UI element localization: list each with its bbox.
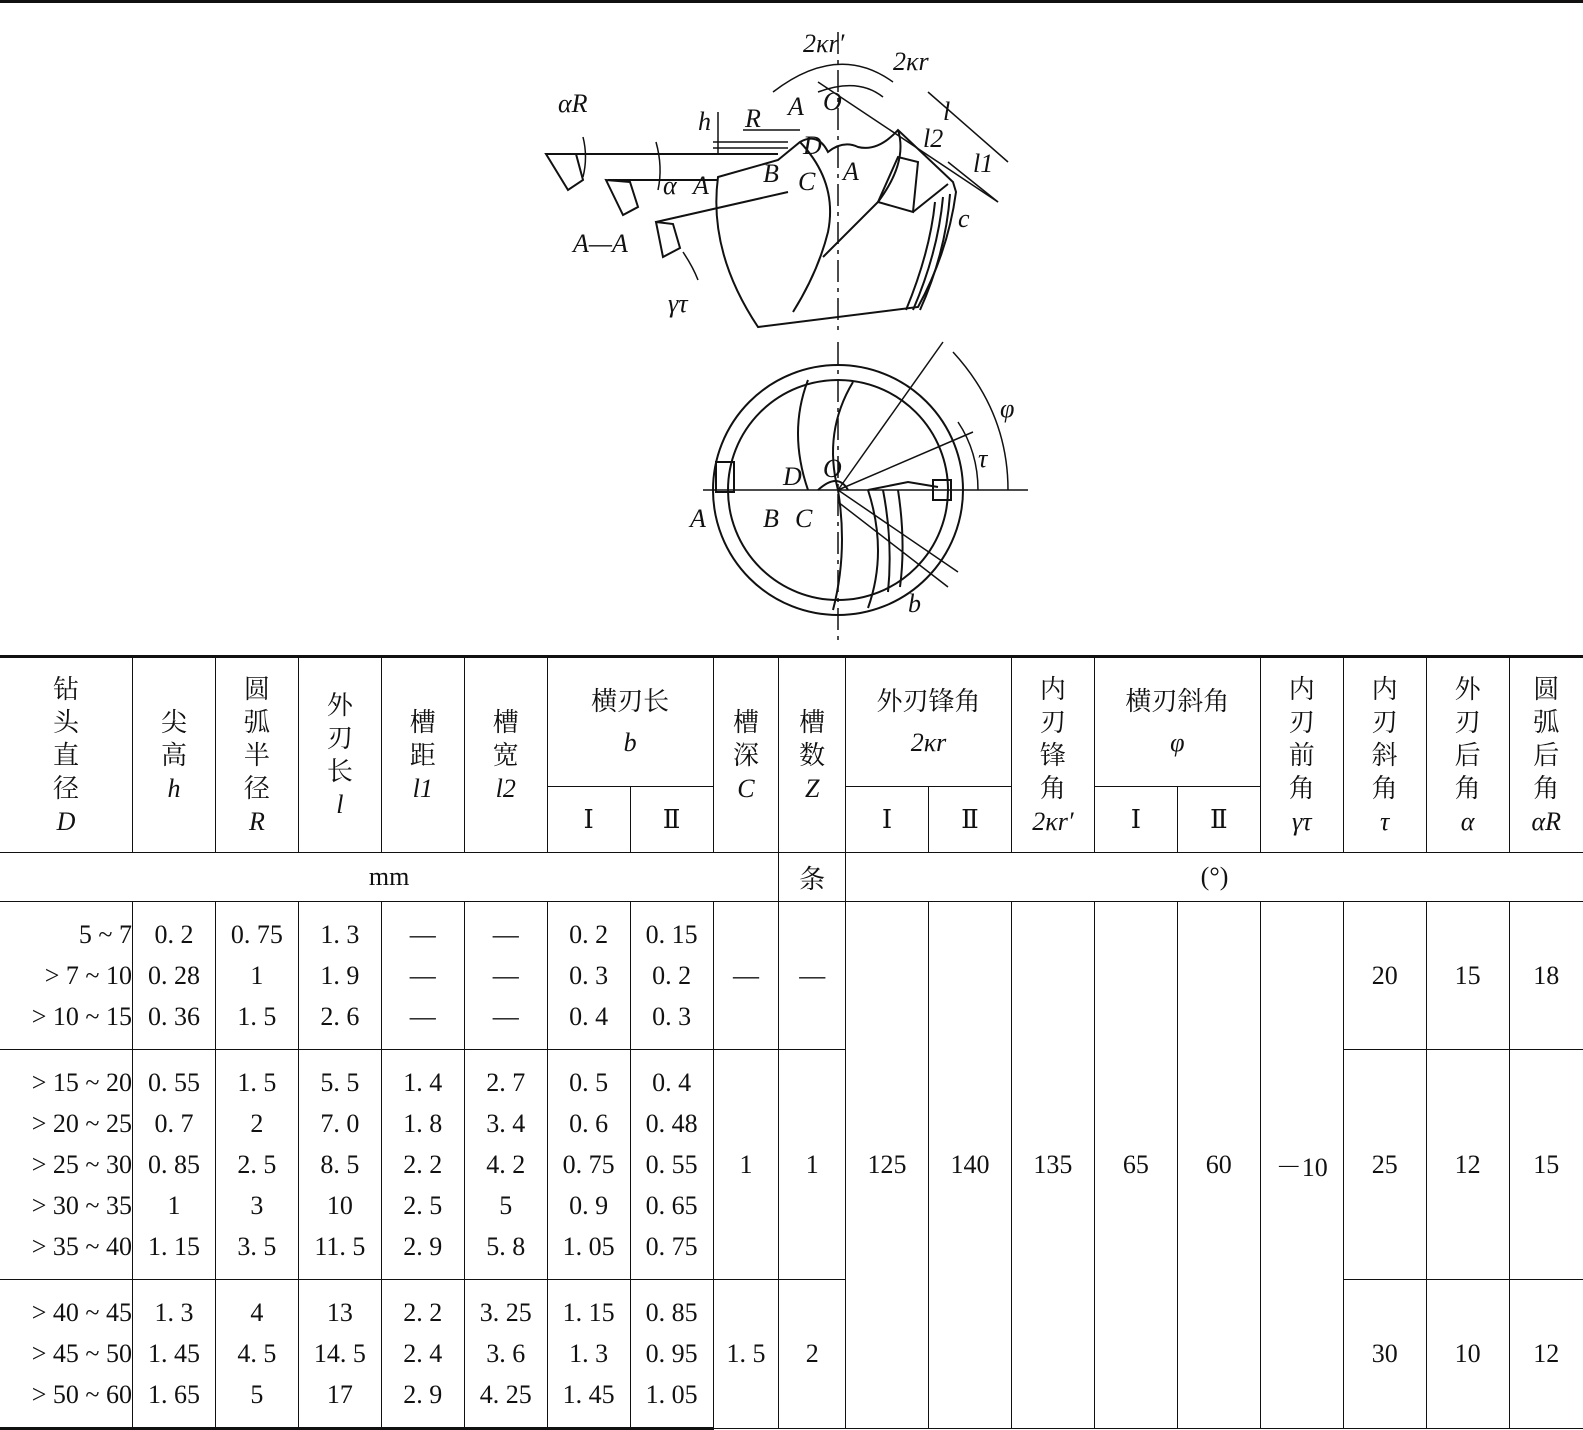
label-phi: φ <box>1000 394 1015 423</box>
header-char: 刃 <box>1039 707 1066 737</box>
label-O-bottom: O <box>823 454 842 483</box>
table-cell: 1. 4 <box>381 1050 464 1104</box>
table-cell: 0. 48 <box>630 1103 713 1144</box>
header-char: 数 <box>799 740 826 770</box>
table-cell: 3. 5 <box>215 1226 298 1280</box>
header-char: 刃 <box>1288 707 1315 737</box>
table-cell: 1. 3 <box>547 1333 630 1374</box>
table-cell: 1. 05 <box>547 1226 630 1280</box>
drill-spec-table <box>0 655 1583 1430</box>
table-cell: 5 ~ 7 <box>0 902 133 956</box>
header-char: 头 <box>52 707 79 737</box>
label-gamma-tau: γτ <box>668 289 688 318</box>
header-char: 直 <box>52 740 79 770</box>
header-alpha <box>1426 657 1509 853</box>
header-char: 后 <box>1533 740 1560 770</box>
header-C <box>713 657 779 853</box>
group-alphar-cell: 12 <box>1509 1280 1583 1429</box>
group-alpha-cell: 15 <box>1426 902 1509 1050</box>
table-cell: 0. 3 <box>547 955 630 996</box>
group-tau-cell: 25 <box>1343 1050 1426 1280</box>
table-cell: 3. 25 <box>464 1280 547 1334</box>
label-h: h <box>698 107 711 136</box>
table-cell: 2. 7 <box>464 1050 547 1104</box>
header-char: 槽 <box>492 707 519 737</box>
group-z-cell: 1 <box>779 1050 846 1280</box>
table-cell: 2. 5 <box>215 1144 298 1185</box>
header-char: 槽 <box>799 707 826 737</box>
label-section-AA: A—A <box>573 229 628 258</box>
group-tau-cell: 30 <box>1343 1280 1426 1429</box>
table-cell: 11. 5 <box>298 1226 381 1280</box>
label-C-top: C <box>798 167 816 196</box>
table-cell: 2. 2 <box>381 1280 464 1334</box>
header-char: 圆 <box>1533 674 1560 704</box>
table-cell: 1 <box>133 1185 216 1226</box>
shared-gamma-cell: －10 <box>1260 902 1343 1429</box>
header-char: 槽 <box>732 707 759 737</box>
header-char: 距 <box>409 740 436 770</box>
table-cell: 2 <box>215 1103 298 1144</box>
header-char: 弧 <box>1533 707 1560 737</box>
table-cell: 1. 5 <box>215 996 298 1050</box>
table-cell: 2. 6 <box>298 996 381 1050</box>
header-char: 刃 <box>1371 707 1398 737</box>
table-cell: 1. 15 <box>547 1280 630 1334</box>
side-view-outline <box>716 130 956 327</box>
header-char: 圆 <box>243 674 270 704</box>
header-b: 横刃长 b <box>547 657 713 787</box>
table-cell: 5. 5 <box>298 1050 381 1104</box>
header-char: 宽 <box>492 740 519 770</box>
table-cell: 0. 85 <box>630 1280 713 1334</box>
table-cell: 5. 8 <box>464 1226 547 1280</box>
group-c-cell: — <box>713 902 779 1050</box>
label-A-mid: A <box>843 157 859 186</box>
table-cell: 4. 2 <box>464 1144 547 1185</box>
label-c: c <box>958 204 970 233</box>
table-cell: 4. 5 <box>215 1333 298 1374</box>
label-2kr: 2κr <box>893 47 929 76</box>
top-rule <box>0 0 1583 3</box>
header-char: Z <box>804 773 820 803</box>
label-l: l <box>943 97 951 126</box>
table-cell: 1. 65 <box>133 1374 216 1429</box>
header-krp <box>1011 657 1094 853</box>
header-phi-II: Ⅱ <box>1177 787 1260 853</box>
header-char: 径 <box>52 773 79 803</box>
table-cell: 0. 15 <box>630 902 713 956</box>
header-char: 角 <box>1533 773 1560 803</box>
shared-kr-i-cell: 125 <box>846 902 929 1429</box>
label-l1: l1 <box>973 149 994 178</box>
table-cell: 0. 2 <box>133 902 216 956</box>
drill-point-figure <box>538 12 1038 642</box>
label-A-bottom: A <box>690 504 706 533</box>
table-cell: 10 <box>298 1185 381 1226</box>
table-cell: 3. 6 <box>464 1333 547 1374</box>
table-cell: 0. 55 <box>630 1144 713 1185</box>
table-cell: 4. 25 <box>464 1374 547 1429</box>
header-char: 径 <box>243 773 270 803</box>
header-char: 后 <box>1454 740 1481 770</box>
table-cell: 0. 2 <box>547 902 630 956</box>
header-char: 刃 <box>1454 707 1481 737</box>
table-cell: 0. 65 <box>630 1185 713 1226</box>
header-char: 斜 <box>1371 740 1398 770</box>
header-b-II: Ⅱ <box>630 787 713 853</box>
table-cell: 0. 4 <box>547 996 630 1050</box>
header-char: 前 <box>1288 740 1315 770</box>
unit-degrees: (°) <box>846 853 1583 902</box>
table-cell: 1. 05 <box>630 1374 713 1429</box>
header-kr-II: Ⅱ <box>929 787 1012 853</box>
header-char: 锋 <box>1039 740 1066 770</box>
table-cell: 0. 3 <box>630 996 713 1050</box>
table-cell: 2. 9 <box>381 1374 464 1429</box>
table-cell: — <box>381 996 464 1050</box>
header-l <box>298 657 381 853</box>
label-l2: l2 <box>923 124 944 153</box>
table-cell: 2. 5 <box>381 1185 464 1226</box>
label-D-top: D <box>803 131 822 160</box>
header-char: α <box>1460 806 1475 836</box>
table-cell: 5 <box>464 1185 547 1226</box>
table-cell: > 35 ~ 40 <box>0 1226 133 1280</box>
group-alphar-cell: 15 <box>1509 1050 1583 1280</box>
table-cell: 17 <box>298 1374 381 1429</box>
table-cell: 0. 5 <box>547 1050 630 1104</box>
header-char: 内 <box>1371 674 1398 704</box>
shared-kr-ii-cell: 140 <box>929 902 1012 1429</box>
table-row <box>0 1280 1583 1334</box>
header-char: l1 <box>412 773 433 803</box>
header-char: 内 <box>1039 674 1066 704</box>
header-char: 角 <box>1288 773 1315 803</box>
table-cell: 4 <box>215 1280 298 1334</box>
table-cell: > 10 ~ 15 <box>0 996 133 1050</box>
header-char: 长 <box>326 757 353 786</box>
header-char: 半 <box>243 740 270 770</box>
group-z-cell: — <box>779 902 846 1050</box>
label-alpha: α <box>663 171 677 200</box>
table-cell: > 50 ~ 60 <box>0 1374 133 1429</box>
header-char: γτ <box>1291 806 1312 836</box>
header-phi: 横刃斜角 φ <box>1094 657 1260 787</box>
label-A-top: A <box>788 92 804 121</box>
group-alpha-cell: 10 <box>1426 1280 1509 1429</box>
header-char: 尖 <box>160 707 187 737</box>
header-gamma <box>1260 657 1343 853</box>
header-char: 钻 <box>52 674 79 704</box>
table-body <box>0 902 1583 1429</box>
table-cell: 0. 9 <box>547 1185 630 1226</box>
shared-phi-i-cell: 65 <box>1094 902 1177 1429</box>
label-D-bottom: D <box>783 462 802 491</box>
header-Z <box>779 657 846 853</box>
header-diameter <box>0 657 133 853</box>
header-l2 <box>464 657 547 853</box>
header-char: h <box>167 773 181 803</box>
table-cell: 2. 4 <box>381 1333 464 1374</box>
header-char: 外 <box>1454 674 1481 704</box>
header-h <box>133 657 216 853</box>
drill-drawing <box>538 12 1038 642</box>
header-b-I: Ⅰ <box>547 787 630 853</box>
header-char: D <box>56 806 76 836</box>
table-cell: 3 <box>215 1185 298 1226</box>
table-cell: > 25 ~ 30 <box>0 1144 133 1185</box>
table-row <box>0 902 1583 956</box>
table-cell: 0. 7 <box>133 1103 216 1144</box>
header-char: 内 <box>1288 674 1315 704</box>
table-cell: 0. 2 <box>630 955 713 996</box>
header-kr: 外刃锋角 2κr <box>846 657 1012 787</box>
table-cell: 0. 4 <box>630 1050 713 1104</box>
label-B-top: B <box>763 159 779 188</box>
header-char: C <box>737 773 755 803</box>
header-R <box>215 657 298 853</box>
table-cell: 7. 0 <box>298 1103 381 1144</box>
header-char: 2κr′ <box>1032 806 1074 836</box>
table-cell: 1. 8 <box>381 1103 464 1144</box>
group-alpha-cell: 12 <box>1426 1050 1509 1280</box>
table-cell: 13 <box>298 1280 381 1334</box>
table-cell: 1. 5 <box>215 1050 298 1104</box>
table-cell: > 30 ~ 35 <box>0 1185 133 1226</box>
table-cell: 0. 28 <box>133 955 216 996</box>
table-cell: 0. 55 <box>133 1050 216 1104</box>
table-cell: — <box>381 955 464 996</box>
header-char: 弧 <box>243 707 270 737</box>
table-cell: > 7 ~ 10 <box>0 955 133 996</box>
header-char: 角 <box>1371 773 1398 803</box>
table-cell: > 20 ~ 25 <box>0 1103 133 1144</box>
table-cell: 1. 9 <box>298 955 381 996</box>
table-cell: 8. 5 <box>298 1144 381 1185</box>
table-cell: 1 <box>215 955 298 996</box>
label-tau: τ <box>978 444 988 473</box>
shared-krp-cell: 135 <box>1011 902 1094 1429</box>
header-tau <box>1343 657 1426 853</box>
header-alphaR <box>1509 657 1583 853</box>
table-cell: > 45 ~ 50 <box>0 1333 133 1374</box>
label-O-top: O <box>823 87 842 116</box>
group-tau-cell: 20 <box>1343 902 1426 1050</box>
unit-count: 条 <box>779 853 846 902</box>
label-2kr-prime: 2κr′ <box>803 29 845 58</box>
table-cell: 0. 36 <box>133 996 216 1050</box>
table-cell: 0. 95 <box>630 1333 713 1374</box>
label-R: R <box>745 104 761 133</box>
header-phi-I: Ⅰ <box>1094 787 1177 853</box>
header-char: 角 <box>1454 773 1481 803</box>
group-z-cell: 2 <box>779 1280 846 1429</box>
header-char: τ <box>1380 806 1390 836</box>
label-B-bottom: B <box>763 504 779 533</box>
header-char: R <box>248 806 265 836</box>
table-cell: > 15 ~ 20 <box>0 1050 133 1104</box>
header-char: αR <box>1531 806 1562 836</box>
header-char: 槽 <box>409 707 436 737</box>
table-cell: 1. 45 <box>547 1374 630 1429</box>
table-cell: 3. 4 <box>464 1103 547 1144</box>
table-cell: 14. 5 <box>298 1333 381 1374</box>
header-char: 高 <box>160 740 187 770</box>
header-char: 深 <box>732 740 759 770</box>
label-C-bottom: C <box>795 504 813 533</box>
label-alpha-R: αR <box>558 89 588 118</box>
group-c-cell: 1 <box>713 1050 779 1280</box>
table-cell: 0. 75 <box>547 1144 630 1185</box>
table-cell: 1. 3 <box>298 902 381 956</box>
table-cell: — <box>381 902 464 956</box>
table-cell: > 40 ~ 45 <box>0 1280 133 1334</box>
header-kr-I: Ⅰ <box>846 787 929 853</box>
table-cell: — <box>464 955 547 996</box>
table-cell: 1. 45 <box>133 1333 216 1374</box>
shared-phi-ii-cell: 60 <box>1177 902 1260 1429</box>
header-l1 <box>381 657 464 853</box>
table-cell: 2. 2 <box>381 1144 464 1185</box>
label-A-left: A <box>693 171 709 200</box>
header-char: l2 <box>495 773 516 803</box>
table-cell: 2. 9 <box>381 1226 464 1280</box>
table-cell: 0. 75 <box>630 1226 713 1280</box>
header-char: 刃 <box>326 724 353 753</box>
unit-mm: mm <box>0 853 779 902</box>
group-alphar-cell: 18 <box>1509 902 1583 1050</box>
header-char: 外 <box>326 691 353 720</box>
table-cell: 1. 3 <box>133 1280 216 1334</box>
table-cell: 0. 85 <box>133 1144 216 1185</box>
table-cell: 1. 15 <box>133 1226 216 1280</box>
label-b: b <box>908 589 921 618</box>
table-cell: — <box>464 902 547 956</box>
group-c-cell: 1. 5 <box>713 1280 779 1429</box>
header-char: l <box>336 790 344 819</box>
header-char: 角 <box>1039 773 1066 803</box>
table-cell: — <box>464 996 547 1050</box>
table-cell: 5 <box>215 1374 298 1429</box>
table-cell: 0. 6 <box>547 1103 630 1144</box>
table-row <box>0 1050 1583 1104</box>
table-cell: 0. 75 <box>215 902 298 956</box>
